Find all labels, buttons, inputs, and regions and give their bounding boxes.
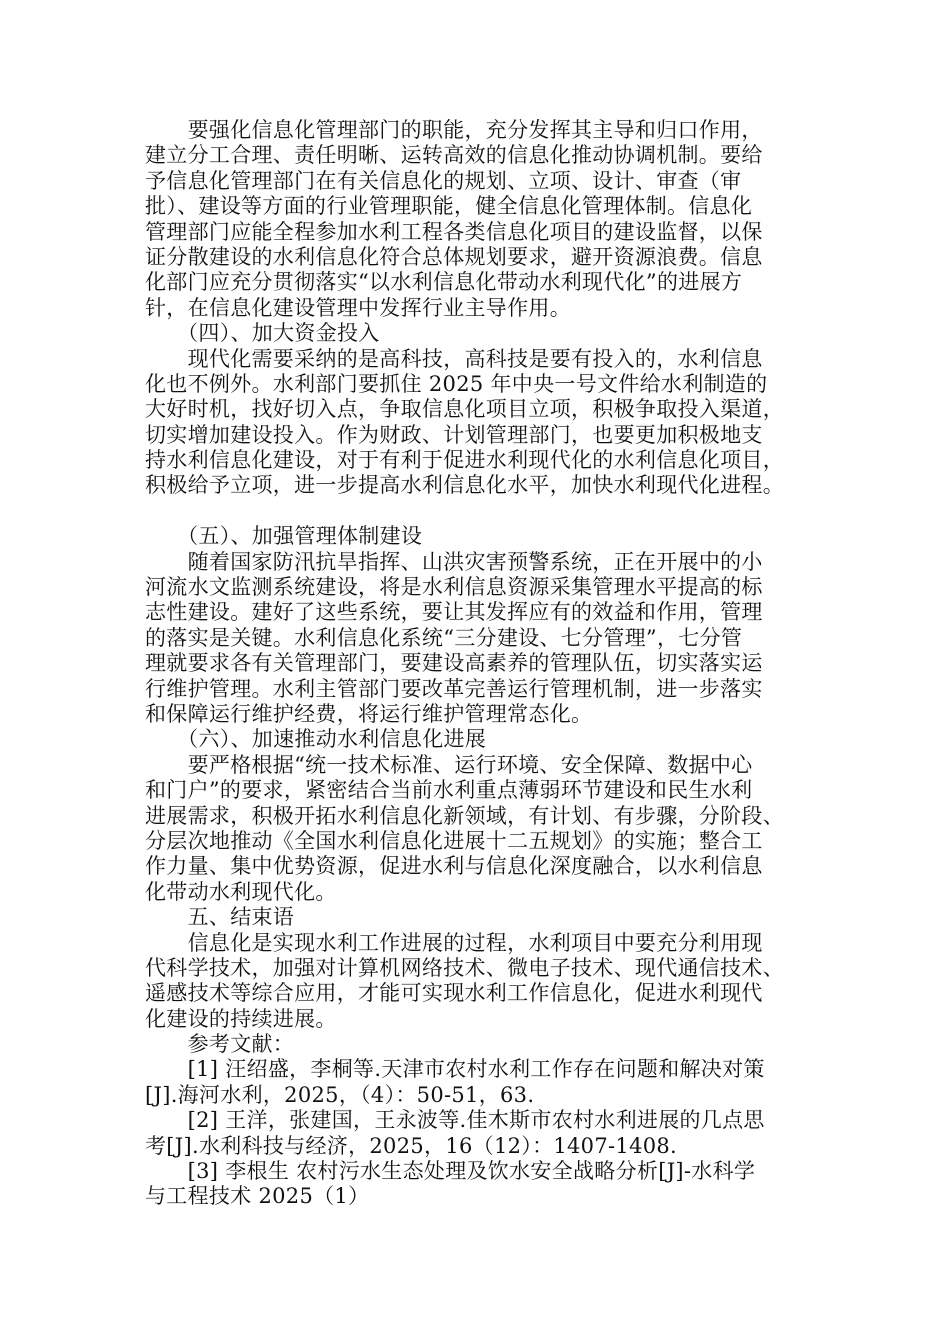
text-line: 行维护管理。水利主管部门要改革完善运行管理机制，进一步落实: [145, 676, 763, 701]
text-line: 遥感技术等综合应用，才能可实现水利工作信息化，促进水利现代: [145, 981, 763, 1006]
text-line: 积极给予立项，进一步提高水利信息化水平，加快水利现代化进程。: [145, 473, 784, 498]
text-line: 要强化信息化管理部门的职能，充分发挥其主导和归口作用，: [145, 118, 763, 142]
document-body: [145, 118, 810, 1210]
text-line: 随着国家防汛抗旱指挥、山洪灾害预警系统，正在开展中的小: [145, 549, 763, 574]
section-heading: （六）、加速推动水利信息化进展: [145, 727, 487, 752]
text-line: 的落实是关键。水利信息化系统“三分建设、七分管理”，七分管: [145, 625, 743, 650]
text-line: 作力量、集中优势资源，促进水利与信息化深度融合，以水利信息: [145, 854, 763, 879]
text-line: 和门户”的要求，紧密结合当前水利重点薄弱环节建设和民生水利: [145, 778, 753, 803]
text-line: 大好时机，找好切入点，争取信息化项目立项，积极争取投入渠道，: [145, 397, 784, 422]
section-heading: （五）、加强管理体制建设: [145, 524, 423, 549]
reference-line: [2] 王洋，张建国，王永波等.佳木斯市农村水利进展的几点思: [145, 1108, 765, 1133]
text-line: 代科学技术，加强对计算机网络技术、微电子技术、现代通信技术、: [145, 955, 784, 980]
text-line: 证分散建设的水利信息化符合总体规划要求，避开资源浪费。信息: [145, 244, 763, 269]
text-line: 批）、建设等方面的行业管理职能，健全信息化管理体制。信息化: [145, 194, 753, 219]
section-heading: 五、结束语: [145, 905, 295, 930]
text-line: 和保障运行维护经费，将运行维护管理常态化。: [145, 701, 593, 726]
text-line: 化建设的持续进展。: [145, 1006, 337, 1031]
text-line: 化带动水利现代化。: [145, 879, 337, 904]
text-line: 进展需求，积极开拓水利信息化新领域，有计划、有步骤，分阶段、: [145, 803, 784, 828]
blank-line: [145, 499, 810, 524]
reference-line: 与工程技术 2025（1）: [145, 1184, 370, 1209]
text-line: 建立分工合理、责任明晰、运转高效的信息化推动协调机制。要给: [145, 143, 763, 168]
text-line: 持水利信息化建设，对于有利于促进水利现代化的水利信息化项目，: [145, 448, 784, 473]
text-line: 现代化需要采纳的是高科技，高科技是要有投入的，水利信息: [145, 346, 763, 371]
text-line: 信息化是实现水利工作进展的过程，水利项目中要充分利用现: [145, 930, 763, 955]
reference-line: [3] 李根生 农村污水生态处理及饮水安全战略分析[J]-水科学: [145, 1159, 756, 1184]
text-line: 志性建设。建好了这些系统，要让其发挥应有的效益和作用，管理: [145, 600, 763, 625]
text-line: 化也不例外。水利部门要抓住 2025 年中央一号文件给水利制造的: [145, 371, 768, 396]
reference-line: [J].海河水利，2025，（4）：50-51，63.: [145, 1082, 535, 1107]
text-line: 予信息化管理部门在有关信息化的规划、立项、设计、审查（审: [145, 168, 742, 193]
text-line: 管理部门应能全程参加水利工程各类信息化项目的建设监督，以保: [145, 219, 763, 244]
text-line: 切实增加建设投入。作为财政、计划管理部门，也要更加积极地支: [145, 422, 763, 447]
text-line: 河流水文监测系统建设，将是水利信息资源采集管理水平提高的标: [145, 575, 763, 600]
text-line: 理就要求各有关管理部门，要建设高素养的管理队伍，切实落实运: [145, 651, 763, 676]
text-line: 化部门应充分贯彻落实“以水利信息化带动水利现代化”的进展方: [145, 270, 743, 295]
text-line: 要严格根据“统一技术标准、运行环境、安全保障、数据中心: [145, 752, 753, 777]
reference-line: 考[J].水利科技与经济，2025，16（12）：1407-1408.: [145, 1133, 678, 1158]
text-line: 针，在信息化建设管理中发挥行业主导作用。: [145, 295, 571, 320]
section-heading: （四）、加大资金投入: [145, 321, 380, 346]
reference-line: [1] 汪绍盛，李桐等.天津市农村水利工作存在问题和解决对策: [145, 1057, 765, 1082]
text-line: 分层次地推动《全国水利信息化进展十二五规划》的实施；整合工: [145, 828, 763, 853]
references-heading: 参考文献：: [145, 1032, 295, 1057]
